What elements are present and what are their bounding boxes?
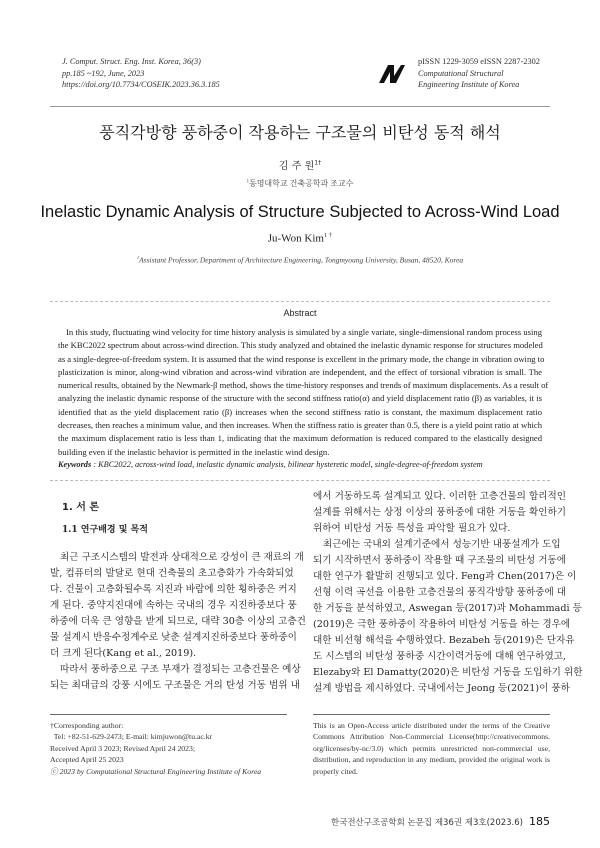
body-line: 에서 거동하도록 설계되고 있다. 이러한 고층건물의 합리적인 [313, 491, 567, 502]
footnote-line: org/licenses/by-nc/3.0) which permits unrestricted non-commercial use, [313, 743, 550, 753]
abstract-line: In this study, fluctuating wind velocity for time history analysis is simulated by a single variate, single-dimensional random process using [66, 327, 542, 337]
body-line: 따라서 풍하중으로 구조 부재가 결정되는 고층건물은 예상 [60, 664, 301, 675]
abstract-line: the KBC2022 spectrum about across-wind direction. This study analyzed and obtained the inelastic dynamic response for structures modeled [58, 340, 543, 351]
keywords [58, 460, 483, 469]
keywords-text: : KBC2022, across-wind load, inelastic dynamic analysis, bilinear hysteretic model, single-degree-of-freedom system [91, 460, 483, 469]
section-heading: 1. 서 론 [62, 502, 100, 513]
author-name-en: Ju-Won Kim [267, 232, 324, 245]
body-line: 설계 방법을 제시하였다. 국내에서는 Jeong 등(2021)이 풍하 [313, 683, 570, 694]
body-line: 대한 연구가 활발히 진행되고 있다. Feng과 Chen(2017)은 이 [313, 571, 577, 582]
doi-link[interactable]: https://doi.org/10.7734/COSEIK.2023.36.3.185 [62, 80, 220, 89]
body-line: 더 크게 된다(Kang et al., 2019). [50, 648, 197, 659]
body-line: 되기 시작하면서 풍하중이 작용할 때 구조물의 비탄성 거동에 [313, 555, 567, 566]
author-sup: 1† [314, 159, 322, 167]
affil-text: 동명대학교 건축공학과 조교수 [248, 179, 354, 188]
body-line: 설계를 위해서는 상정 이상의 풍하중에 대한 거동을 확인하기 [313, 507, 567, 518]
abstract-line: numerical results, obtained by the Newmark-β method, shows the time-history responses and trends of maximum displacements. As a result of [58, 380, 549, 391]
publisher-name-2: Engineering Institute of Korea [418, 80, 520, 89]
abstract-line: the maximum displacement ratio is less than 1, indicating that the maximum deformation is reduced compared to the elastically designed [58, 433, 542, 444]
footnote-line: distribution, and reproduction in any medium, provided the original work is [313, 755, 550, 765]
publisher-logo-icon [376, 62, 406, 84]
footer-journal: 한국전산구조공학회 논문집 제36권 제3호(2023.6) [330, 818, 523, 828]
abstract-line: building even if the inelastic behavior is permitted in the inelastic wind design. [58, 446, 330, 457]
affiliation-korean [0, 178, 600, 189]
body-line: 물 설계시 반응수정계수로 낮춘 설계지진하중보다 풍하중이 [50, 632, 297, 643]
abstract-line: plasticization is minor, along-wind vibration and across-wind vibration are independent, and the effect of torsional vibration is small. The [58, 366, 542, 377]
issn: pISSN 1229-3059 eISSN 2287-2302 [418, 57, 540, 66]
body-line: 위하여 비탄성 거동 특성을 파악할 필요가 있다. [313, 523, 511, 534]
footnote-line: Accepted April 25 2023 [50, 755, 124, 765]
footnote-line: Received April 3 2023; Revised April 24 2023; [50, 743, 195, 753]
affil-sup: 1 [246, 179, 249, 185]
footnote-line: †Corresponding author: [50, 721, 124, 730]
footnote-line: This is an Open-Access article distributed under the terms of the Creative [313, 721, 550, 730]
abstract-body [58, 326, 549, 459]
body-line: 최근 구조시스템의 발전과 상대적으로 강성이 큰 재료의 개 [60, 552, 304, 563]
title-english: Inelastic Dynamic Analysis of Structure Subjected to Across-Wind Load [40, 203, 560, 221]
affiliation-english [0, 255, 600, 265]
author-english [0, 232, 600, 245]
left-column-text [50, 550, 306, 694]
body-line: 게 된다. 중약지진대에 속하는 국내의 경우 지진하중보다 풍 [50, 600, 297, 611]
header-rule [50, 106, 550, 107]
affil-text-en: Assistant Professor, Department of Architecture Engineering, Tongmyoung University, Busan, 48520, Korea [139, 255, 464, 265]
footnote-line: Tel: +82-51-629-2473; E-mail: kimjuwon@tu.ac.kr [50, 732, 213, 742]
subsection-heading: 1.1 연구배경 및 목적 [62, 525, 148, 535]
footnote-rule-left [50, 714, 287, 715]
journal-pages: pp.185 ~192, June, 2023 [62, 68, 145, 78]
footnote-rule-right [313, 714, 550, 715]
body-line: 다. 건물이 고층화될수록 지진과 바람에 의한 횡하중은 커지 [50, 584, 297, 595]
footnote-line: properly cited. [313, 766, 358, 776]
body-line: 되는 최대급의 강풍 시에도 구조물은 거의 탄성 거동 범위 내 [50, 680, 300, 691]
abstract-top-rule [50, 301, 550, 302]
abstract-line: analyzing the inelastic dynamic response of the structure with the second stiffness ratio(α) and yield displacement ratio (β) as variables, it is [58, 393, 542, 404]
body-line: (2019)은 극한 풍하중이 작용하여 비탄성 거동을 하는 경우에 [313, 619, 571, 630]
author-korean [0, 157, 600, 172]
abstract-heading: Abstract [283, 308, 317, 318]
body-line: Elezaby와 El Damatty(2020)은 비탄성 거동을 도입하기 위한 [313, 667, 583, 678]
body-line: 한 거동을 분석하였고, Aswegan 등(2017)과 Mohammadi 등 [313, 603, 582, 614]
body-line: 도 시스템의 비탄성 풍하중 시간이력거동에 대해 연구하였고, [313, 651, 567, 662]
journal-citation [62, 56, 220, 91]
body-line: 대한 비선형 해석을 수행하였다. Bezabeh 등(2019)은 단자유 [313, 635, 575, 646]
publisher-name: Computational Structural [418, 68, 504, 78]
footnote-correspondence [50, 720, 295, 777]
title-korean: 풍직각방향 풍하중이 작용하는 구조물의 비탄성 동적 해석 [99, 123, 501, 142]
footnote-line: Commons Attribution Non-Commercial License(http://creativecommons. [313, 732, 550, 742]
page-number: 185 [529, 815, 550, 828]
footnote-line: ⓒ 2023 by Computational Structural Engineering Institute of Korea [50, 766, 262, 776]
body-line: 최근에는 국내외 설계기준에서 성능기반 내풍설계가 도입 [323, 539, 561, 550]
abstract-line: decreases, then reaches a minimum value, and then increases. When the stiffness ratio is greater than 0.5, there is a yield point ratio at which [58, 420, 542, 431]
body-line: 선형 이력 곡선을 이용한 고층건물의 풍직각방향 풍하중에 대 [313, 587, 567, 598]
keywords-label: Keywords [58, 460, 92, 469]
body-line: 발, 컴퓨터의 발달로 현대 건축물의 초고층화가 가속화되었 [50, 568, 294, 579]
right-column-text [313, 489, 583, 697]
journal-volume: J. Comput. Struct. Eng. Inst. Korea, 36(3) [62, 57, 201, 66]
abstract-bottom-rule [50, 480, 550, 481]
affil-sup-en: 1 [136, 255, 140, 260]
footnote-license [313, 720, 550, 777]
author-sup-en: 1 † [324, 232, 333, 239]
abstract-line: as a single-degree-of-freedom system. It is assumed that the wind response is excellent in the primary mode, the change in vibration owing to [58, 353, 545, 364]
page-footer [331, 815, 550, 828]
body-line: 하중에 더욱 큰 영향을 받게 되므로, 대략 30층 이상의 고층건 [50, 616, 306, 627]
author-name: 김 주 원 [278, 161, 315, 172]
publisher-info [418, 56, 540, 91]
abstract-line: identified that as the yield displacement ratio (β) increases when the second stiffness ratio is constant, the maximum displacement ratio [58, 406, 542, 417]
